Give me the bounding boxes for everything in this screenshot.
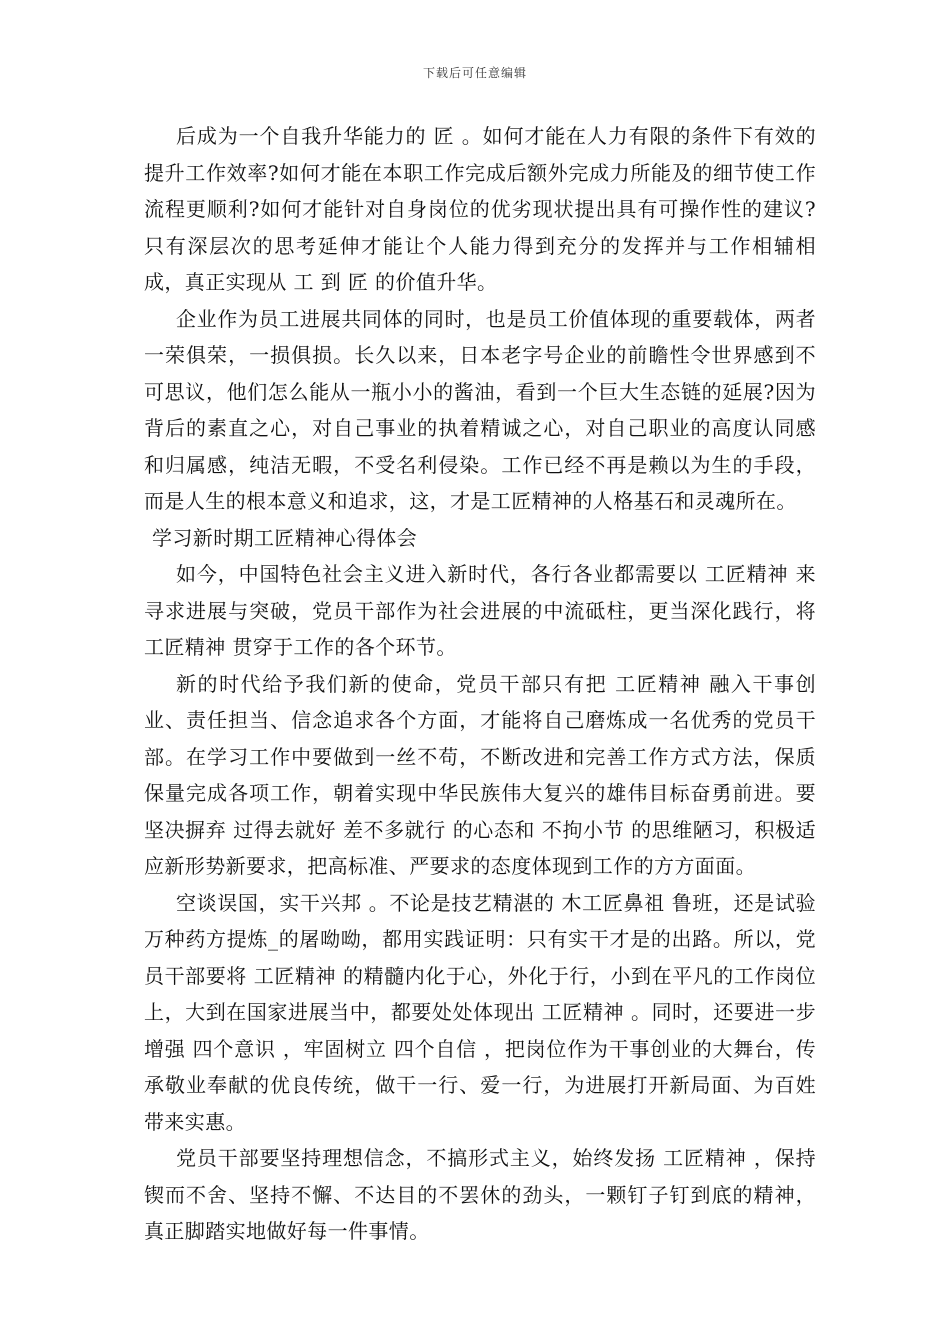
page-header-note: 下载后可任意编辑 (422, 66, 527, 80)
paragraph-4: 新的时代给予我们新的使命，党员干部只有把 工匠精神 融入干事创业、责任担当、信念追求各个方面，才能将自己磨炼成一名优秀的党员干部。在学习工作中要做到一丝不苟，不断改进和完善工作方式方法，保质保量完成各项工作，朝着实现中华民族伟大复兴的雄伟目标奋勇前进。要坚决摒弃 过得去就好 差不多就行 的心态和 不拘小节 的思维陋习，积极适应新形势新要求，把高标准、严要求的态度体现到工作的方方面面。 (144, 671, 816, 878)
document-body (144, 118, 816, 1250)
section-heading: 学习新时期工匠精神心得体会 (152, 525, 418, 550)
paragraph-2: 企业作为员工进展共同体的同时，也是员工价值体现的重要载体，两者一荣俱荣，一损俱损。长久以来，日本老字号企业的前瞻性令世界感到不可思议，他们怎么能从一瓶小小的酱油，看到一个巨大生态链的延展?因为背后的素直之心，对自己事业的执着精诚之心，对自己职业的高度认同感和归属感，纯洁无暇，不受名利侵染。工作已经不再是赖以为生的手段，而是人生的根本意义和追求，这，才是工匠精神的人格基石和灵魂所在。 (144, 306, 816, 513)
paragraph-1: 后成为一个自我升华能力的 匠 。如何才能在人力有限的条件下有效的提升工作效率?如何才能在本职工作完成后额外完成力所能及的细节使工作流程更顺利?如何才能针对自身岗位的优劣现状提出具有可操作性的建议?只有深层次的思考延伸才能让个人能力得到充分的发挥并与工作相辅相成，真正实现从 工 到 匠 的价值升华。 (144, 124, 816, 294)
paragraph-6: 党员干部要坚持理想信念，不搞形式主义，始终发扬 工匠精神 ，保持锲而不舍、坚持不懈、不达目的不罢休的劲头，一颗钉子钉到底的精神，真正脚踏实地做好每一件事情。 (144, 1146, 816, 1243)
paragraph-5: 空谈误国，实干兴邦 。不论是技艺精湛的 木工匠鼻祖 鲁班，还是试验万种药方提炼_的屠呦呦，都用实践证明：只有实干才是的出路。所以，党员干部要将 工匠精神 的精髓内化于心，外化于行，小到在平凡的工作岗位上，大到在国家进展当中，都要处处体现出 工匠精神 。同时，还要进一步增强 四个意识 ，牢固树立 四个自信 ，把岗位作为干事创业的大舞台，传承敬业奉献的优良传统，做干一行、爱一行，为进展打开新局面、为百姓带来实惠。 (144, 890, 816, 1134)
paragraph-3: 如今，中国特色社会主义进入新时代，各行各业都需要以 工匠精神 来寻求进展与突破，党员干部作为社会进展的中流砥柱，更当深化践行，将 工匠精神 贯穿于工作的各个环节。 (144, 562, 816, 659)
